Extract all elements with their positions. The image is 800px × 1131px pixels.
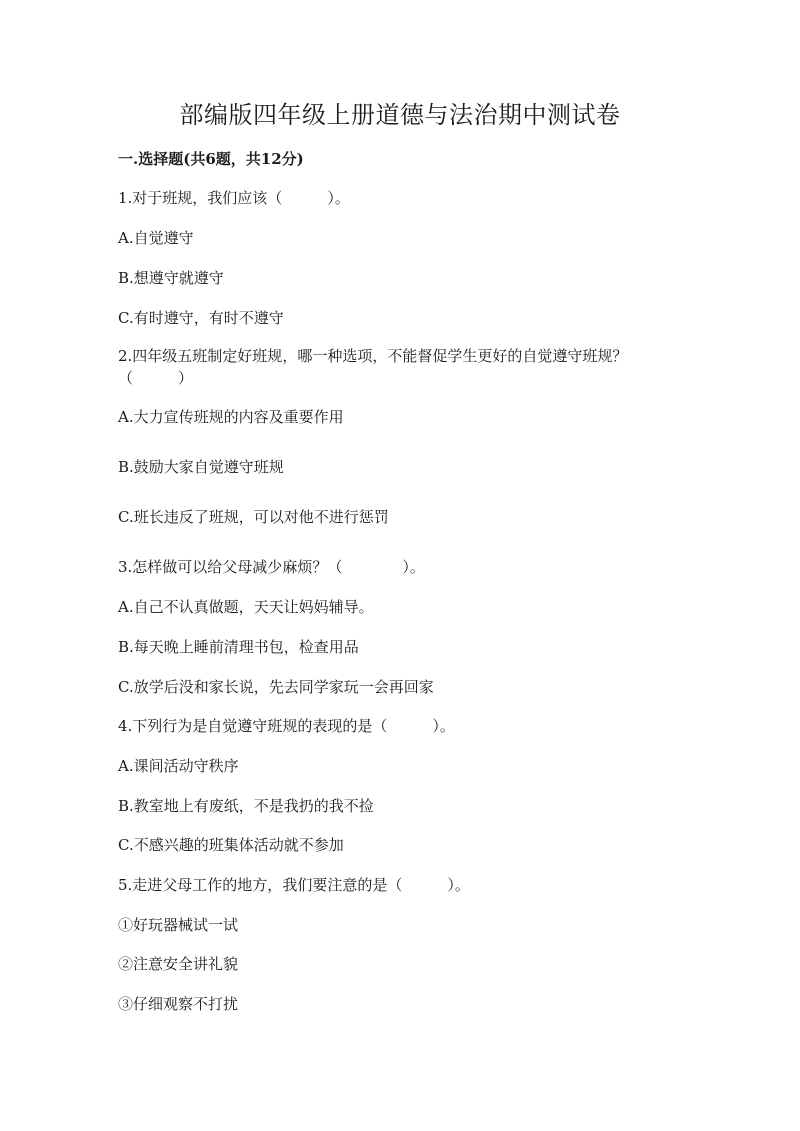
question-5-option-2: ②注意安全讲礼貌 (118, 955, 239, 973)
question-2-option-c: C.班长违反了班规，可以对他不进行惩罚 (118, 508, 389, 526)
question-1-stem: 1.对于班规，我们应该（ ）。 (118, 189, 350, 207)
question-3-stem: 3.怎样做可以给父母减少麻烦？（ ）。 (118, 558, 425, 576)
question-1-option-b: B.想遵守就遵守 (118, 269, 224, 287)
question-5-option-1: ①好玩器械试一试 (118, 916, 239, 934)
question-5-option-3: ③仔细观察不打扰 (118, 995, 239, 1013)
question-1-option-c: C.有时遵守，有时不遵守 (118, 309, 284, 327)
question-3-option-b: B.每天晚上睡前清理书包，检查用品 (118, 638, 359, 656)
question-2-option-b: B.鼓励大家自觉遵守班规 (118, 458, 284, 476)
question-2-option-a: A.大力宣传班规的内容及重要作用 (118, 408, 344, 426)
question-4-option-b: B.教室地上有废纸，不是我扔的我不捡 (118, 797, 374, 815)
question-2-stem: 2.四年级五班制定好班规，哪一种选项，不能督促学生更好的自觉遵守班规？ (118, 347, 628, 365)
question-3-option-a: A.自己不认真做题，天天让妈妈辅导。 (118, 598, 374, 616)
question-2-stem-continuation: （ ） (118, 369, 194, 387)
question-4-stem: 4.下列行为是自觉遵守班规的表现的是（ ）。 (118, 717, 455, 735)
page-title: 部编版四年级上册道德与法治期中测试卷 (179, 101, 621, 129)
question-5-stem: 5.走进父母工作的地方，我们要注意的是（ ）。 (118, 876, 470, 894)
question-4-option-c: C.不感兴趣的班集体活动就不参加 (118, 836, 344, 854)
section-header: 一.选择题(共6题，共12分) (118, 150, 304, 168)
question-1-option-a: A.自觉遵守 (118, 229, 194, 247)
question-4-option-a: A.课间活动守秩序 (118, 757, 239, 775)
question-3-option-c: C.放学后没和家长说，先去同学家玩一会再回家 (118, 678, 434, 696)
